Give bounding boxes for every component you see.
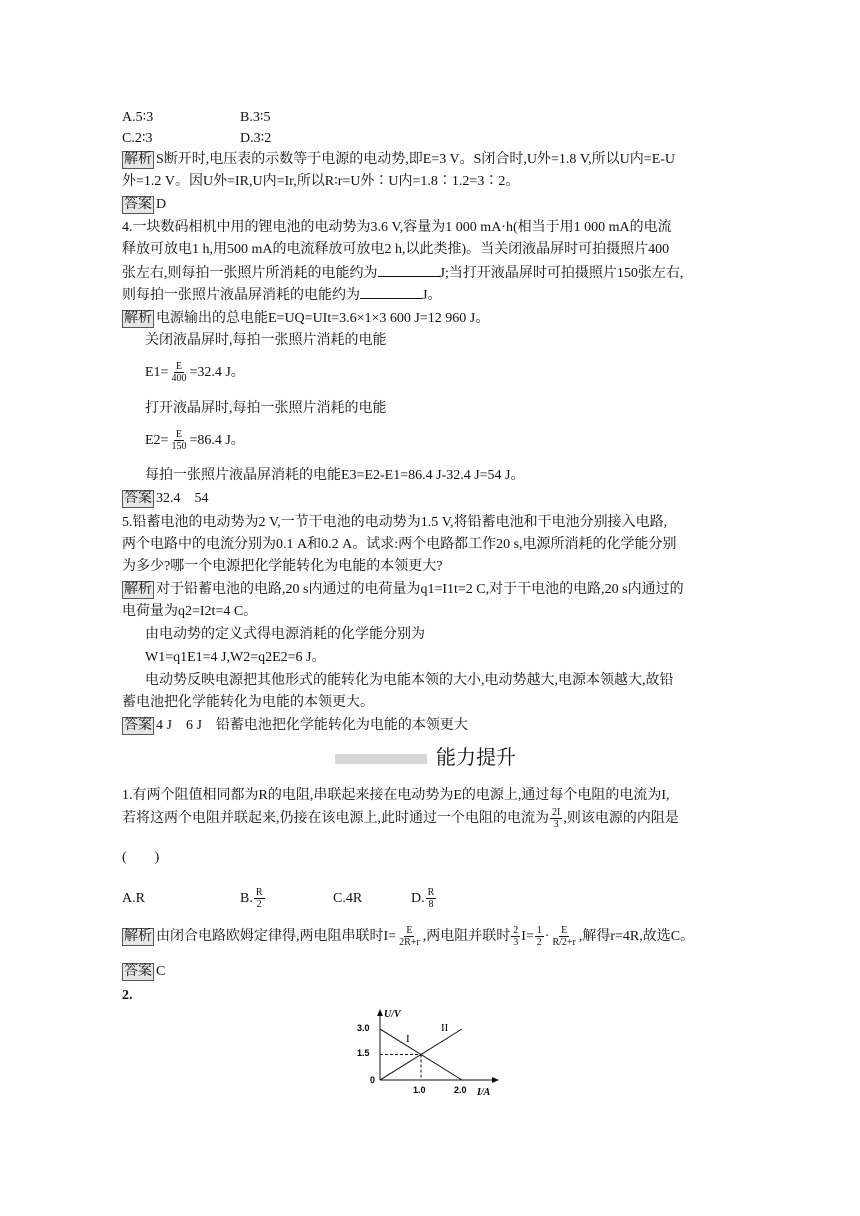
p1-option-c: C.4R [333,891,363,906]
fraction: $\frac{E}{2R+r}$ [399,925,420,949]
q4-line4: 则每拍一张照片液晶屏消耗的电能约为 J。 [122,284,441,306]
series-label-i: I [406,1033,410,1045]
q4-analysis-e2: E2= $\frac{E}{150}$ =86.4 J。 [145,429,245,453]
q5-line2: 两个电路中的电流分别为0.1 A和0.2 A。试求:两个电路都工作20 s,电源所消耗的化学能分别 [122,537,677,552]
fraction: $\frac{2I}{3}$ [552,807,561,831]
q3-option-a: A.5∶3 [122,110,154,125]
x-tick-1-0: 1.0 [413,1085,426,1095]
q4-line3: 张左右,则每拍一张照片所消耗的电能约为 J;当打开液晶屏时可拍摄照片150张左右, [122,262,683,284]
series-label-ii: II [441,1022,449,1034]
q5-line3: 为多少?哪一个电源把化学能转化为电能的本领更大? [122,559,443,574]
section-divider [335,754,427,764]
q4-analysis-e1: E1= $\frac{E}{400}$ =32.4 J。 [145,361,245,385]
q5-analysis-line4: W1=q1E1=4 J,W2=q2E2=6 J。 [145,650,326,665]
analysis-tag: 解析 [124,582,152,597]
q5-analysis-line2: 电荷量为q2=I2t=4 C。 [122,604,258,619]
fraction: $\frac{E}{R/2+r}$ [552,925,576,949]
answer-tag: 答案 [124,718,152,733]
analysis-tag: 解析 [124,152,152,167]
u-i-graph [355,1005,515,1105]
q5-analysis-line1: 解析 对于铅蓄电池的电路,20 s内通过的电荷量为q1=I1t=2 C,对于干电池的电路,20 s内通过的 [124,582,684,597]
y-axis-label: U/V [384,1009,401,1020]
answer-blank-2[interactable] [360,284,422,299]
q5-analysis-line3: 由电动势的定义式得电源消耗的化学能分别为 [145,627,425,642]
p1-analysis: 解析 由闭合电路欧姆定律得,两电阻串联时I= $\frac{E}{2R+r}$ ,两电阻并联时 $\frac{2}{3}$ I= $\frac{1}{2}$ · $\frac{E}{R/2+r}$ ,解得r=4R,故选C。 [124,925,695,949]
q4-analysis-line4: 每拍一张照片液晶屏消耗的电能E3=E2-E1=86.4 J-32.4 J=54 J。 [145,468,525,483]
analysis-tag: 解析 [124,311,152,326]
q4-line1: 4.一块数码相机中用的锂电池的电动势为3.6 V,容量为1 000 mA·h(相当于用1 000 mA的电流 [122,220,672,235]
p1-paren: ( ) [122,850,160,865]
y-tick-0: 0 [370,1075,376,1085]
p1-line2: 若将这两个电阻并联起来,仍接在该电源上,此时通过一个电阻的电流为 $\frac{2I}{3}$ ,则该电源的内阻是 [122,807,679,831]
p1-option-a: A.R [122,891,145,906]
q3-analysis-line1: 解析 S断开时,电压表的示数等于电源的电动势,即E=3 V。S闭合时,U外=1.8 V,所以U内=E-U [124,152,676,167]
q3-option-c: C.2∶3 [122,131,153,146]
p1-line1: 1.有两个阻值相同都为R的电阻,串联起来接在电动势为E的电源上,通过每个电阻的电流为I, [122,788,670,803]
q5-answer: 答案 4 J 6 J 铅蓄电池把化学能转化为电能的本领更大 [124,718,468,733]
q4-answer: 答案 32.4 54 [124,491,209,506]
y-axis-arrow [377,1009,383,1016]
q5-line1: 5.铅蓄电池的电动势为2 V,一节干电池的电动势为1.5 V,将铅蓄电池和干电池分别接入电路, [122,515,668,530]
q4-analysis-line1: 解析 电源输出的总电能E=UQ=UIt=3.6×1×3 600 J=12 960 J。 [124,311,490,326]
fraction: $\frac{E}{400}$ [171,361,187,385]
q3-analysis-line2: 外=1.2 V。因U外=IR,U内=Ir,所以R∶r=U外∶U内=1.8∶1.2=3∶2。 [122,174,520,189]
q3-option-b: B.3∶5 [240,110,271,125]
x-axis-arrow [492,1077,499,1083]
p1-option-b: B. $\frac{R}{2}$ [240,887,263,911]
p1-option-d: D. $\frac{R}{8}$ [411,887,435,911]
q4-analysis-line2: 关闭液晶屏时,每拍一张照片消耗的电能 [145,333,387,348]
y-tick-1-5: 1.5 [357,1048,370,1058]
fraction: $\frac{2}{3}$ [513,925,519,949]
q3-answer: 答案 D [124,197,167,212]
answer-tag: 答案 [124,197,152,212]
q5-analysis-line5: 电动势反映电源把其他形式的能转化为电能本领的大小,电动势越大,电源本领越大,故铅 [145,673,674,688]
q3-option-d: D.3∶2 [240,131,272,146]
fraction: $\frac{1}{2}$ [536,925,542,949]
x-axis-label: I/A [477,1087,491,1098]
fraction: $\frac{E}{150}$ [171,429,187,453]
y-tick-3-0: 3.0 [357,1023,370,1033]
answer-tag: 答案 [124,491,152,506]
x-tick-2-0: 2.0 [454,1085,467,1095]
p1-answer: 答案 C [124,964,166,979]
q5-analysis-line6: 蓄电池把化学能转化为电能的本领更大。 [122,695,374,710]
p2-number: 2. [122,988,133,1003]
fraction: $\frac{R}{2}$ [255,887,263,911]
answer-tag: 答案 [124,964,152,979]
fraction: $\frac{R}{8}$ [427,887,435,911]
q4-analysis-line3: 打开液晶屏时,每拍一张照片消耗的电能 [145,401,387,416]
q4-line2: 释放可放电1 h,用500 mA的电流释放可放电2 h,以此类推)。当关闭液晶屏时可拍摄照片400 [122,242,670,257]
section-title: 能力提升 [436,745,516,769]
analysis-tag: 解析 [124,929,152,944]
answer-blank-1[interactable] [378,262,440,277]
